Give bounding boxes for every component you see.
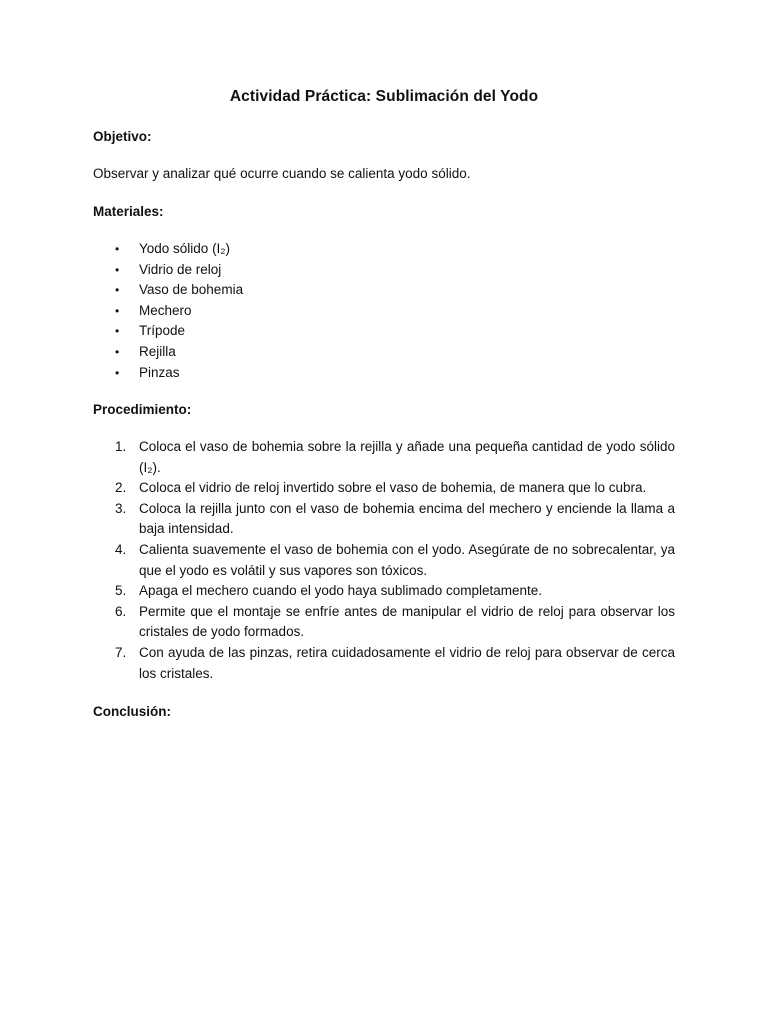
step-number: 7. [115, 644, 127, 660]
materials-list [93, 239, 243, 383]
step-number: 1. [115, 439, 127, 454]
objective-heading: Objetivo: [93, 129, 152, 144]
list-item [93, 499, 675, 540]
material-item: Vaso de bohemia [139, 282, 244, 298]
bullet-icon: • [115, 324, 120, 339]
step-number: 2. [115, 480, 127, 496]
bullet-icon: • [115, 242, 120, 256]
step-text: Permite que el montaje se enfríe antes de manipular el vidrio de reloj para observar los cristales de yodo formados. [139, 603, 675, 640]
step-number: 3. [115, 500, 127, 516]
objective-text: Observar y analizar qué ocurre cuando se calienta yodo sólido. [93, 166, 471, 181]
material-item: Rejilla [139, 343, 176, 359]
step-text: Con ayuda de las pinzas, retira cuidadosamente el vidrio de reloj para observar de cerca los cristales. [139, 644, 675, 681]
material-item: Pinzas [139, 364, 180, 380]
procedure-list [93, 437, 675, 684]
material-item: Trípode [139, 323, 186, 339]
list-item [93, 540, 675, 581]
list-item [93, 260, 243, 281]
step-text: Coloca el vidrio de reloj invertido sobre el vaso de bohemia, de manera que lo cubra. [139, 480, 647, 496]
bullet-icon: • [115, 262, 120, 277]
conclusion-heading: Conclusión: [93, 704, 171, 719]
document-title: Actividad Práctica: Sublimación del Yodo [229, 88, 539, 105]
material-item: Mechero [139, 302, 192, 318]
step-text: Apaga el mechero cuando el yodo haya sublimado completamente. [139, 583, 543, 599]
step-text: Coloca la rejilla junto con el vaso de bohemia encima del mechero y enciende la llama a baja intensidad. [139, 500, 675, 537]
list-item [93, 280, 243, 301]
bullet-icon: • [115, 365, 120, 380]
bullet-icon: • [115, 303, 120, 318]
step-number: 6. [115, 603, 127, 619]
step-number: 5. [115, 583, 127, 599]
bullet-icon: • [115, 283, 120, 298]
procedure-heading: Procedimiento: [93, 402, 192, 417]
materials-heading: Materiales: [93, 204, 164, 219]
material-item: Yodo sólido (I₂) [139, 241, 231, 256]
list-item [93, 363, 243, 384]
list-item [93, 239, 243, 260]
list-item [93, 437, 675, 478]
list-item [93, 301, 243, 322]
list-item [93, 478, 675, 499]
step-text: Coloca el vaso de bohemia sobre la rejilla y añade una pequeña cantidad de yodo sólido (I₂). [139, 439, 675, 475]
list-item [93, 643, 675, 684]
step-text: Calienta suavemente el vaso de bohemia con el yodo. Asegúrate de no sobrecalentar, ya que el yodo es volátil y sus vapores son tóxicos. [139, 541, 675, 578]
step-number: 4. [115, 541, 127, 557]
list-item [93, 342, 243, 363]
list-item [93, 321, 243, 342]
bullet-icon: • [115, 344, 120, 359]
list-item [93, 581, 675, 602]
material-item: Vidrio de reloj [139, 261, 222, 277]
list-item [93, 602, 675, 643]
